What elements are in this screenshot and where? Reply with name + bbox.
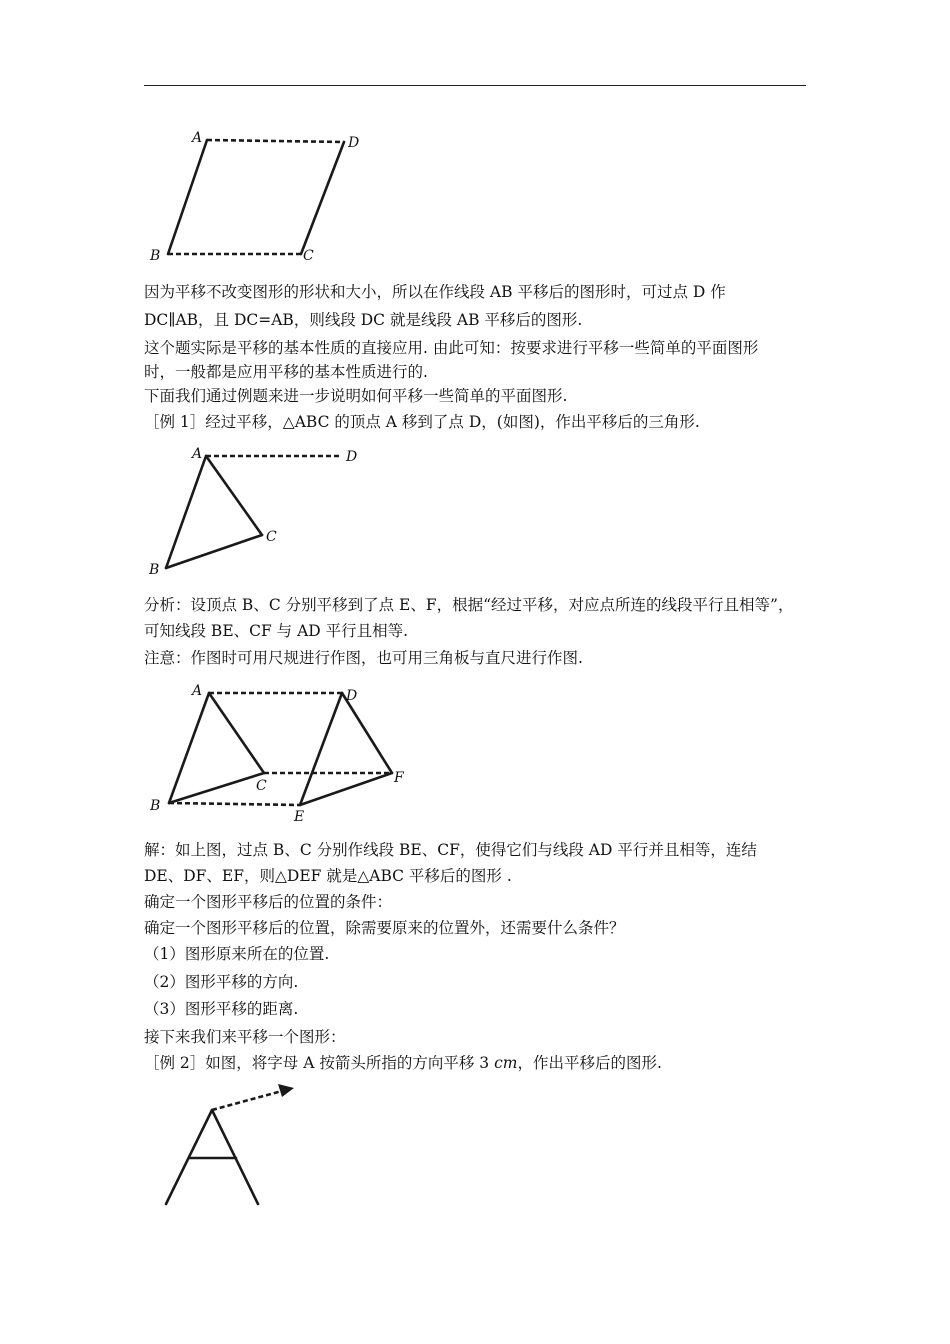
figure-triangle-abc (144, 440, 374, 580)
example2-unit: cm (494, 1054, 518, 1072)
label-d: D (346, 449, 358, 465)
figure-letter-a-arrow (144, 1080, 314, 1215)
label-e: E (294, 809, 305, 824)
label-b: B (149, 562, 160, 578)
condition-1: （1）图形原来所在的位置. (144, 945, 330, 963)
label-b: B (150, 248, 161, 264)
arrowhead-icon (278, 1084, 294, 1097)
figure-translation-def (144, 676, 414, 824)
label-f: F (394, 770, 404, 786)
condition-question: 确定一个图形平移后的位置，除需要原来的位置外，还需要什么条件？ (144, 919, 625, 937)
label-a: A (192, 683, 203, 699)
label-a: A (192, 130, 203, 146)
condition-2: （2）图形平移的方向. (144, 973, 299, 991)
header-rule (144, 85, 806, 86)
analysis-line2: 可知线段 BE、CF 与 AD 平行且相等. (144, 622, 409, 640)
condition-title: 确定一个图形平移后的位置的条件： (144, 893, 393, 911)
analysis-line1: 分析：设顶点 B、C 分别平移到了点 E、F，根据“经过平移，对应点所连的线段平行且相等”， (144, 596, 794, 614)
label-c: C (266, 529, 277, 545)
para3: 下面我们通过例题来进一步说明如何平移一些简单的平面图形. (144, 387, 568, 405)
label-c: C (256, 778, 267, 794)
example2-suffix: ，作出平移后的图形. (517, 1054, 662, 1072)
para1-line2: DC∥AB，且 DC=AB，则线段 DC 就是线段 AB 平移后的图形. (144, 311, 583, 329)
para2-line2: 时，一般都是应用平移的基本性质进行的. (144, 363, 428, 381)
example2-prefix: ［例 2］如图，将字母 A 按箭头所指的方向平移 3 (144, 1054, 495, 1072)
label-b: B (150, 798, 161, 814)
example2 (144, 1053, 662, 1073)
label-d: D (346, 688, 358, 704)
note: 注意：作图时可用尺规进行作图，也可用三角板与直尺进行作图. (144, 649, 583, 667)
para2-line1: 这个题实际是平移的基本性质的直接应用. 由此可知：按要求进行平移一些简单的平面图形 (144, 339, 759, 357)
solution-line1: 解：如上图，过点 B、C 分别作线段 BE、CF，使得它们与线段 AD 平行并且相等，连结 (144, 841, 757, 859)
label-a: A (192, 446, 203, 462)
solution-line2: DE、DF、EF，则△DEF 就是△ABC 平移后的图形 . (144, 867, 512, 885)
para1-line1: 因为平移不改变图形的形状和大小，所以在作线段 AB 平移后的图形时，可过点 D 作 (144, 283, 726, 301)
condition-3: （3）图形平移的距离. (144, 1000, 299, 1018)
next-text: 接下来我们来平移一个图形： (144, 1028, 346, 1046)
example1: ［例 1］经过平移，△ABC 的顶点 A 移到了点 D，(如图)，作出平移后的三角形. (144, 413, 700, 431)
label-c: C (303, 248, 314, 264)
figure-parallelogram (144, 120, 374, 270)
label-d: D (348, 135, 360, 151)
